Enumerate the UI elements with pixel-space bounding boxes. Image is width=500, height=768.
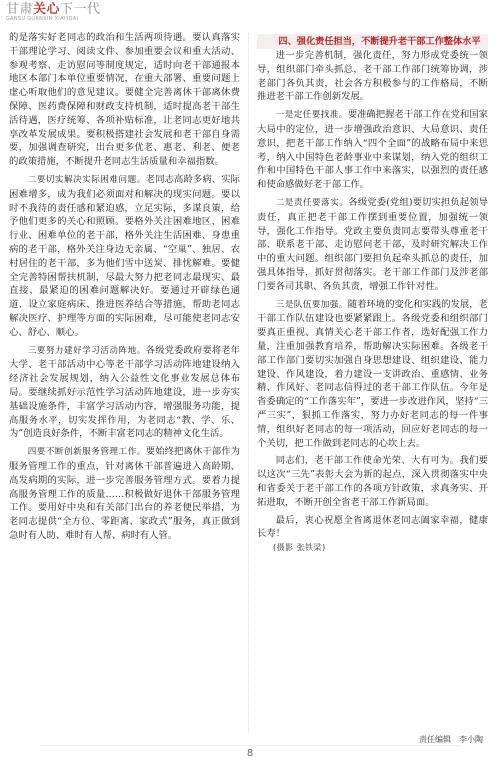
paragraph xyxy=(257,49,488,104)
paragraph-text: 同志们，老干部工作使命光荣、大有可为。我们要以这次“三先”表彰大会为新的起点，深入贯彻落实中央和省委关于老干部工作的各项方针政策，求真务实、开拓进取，不断开创全省老干部工作新局面。 xyxy=(257,455,488,508)
paragraph xyxy=(9,344,240,442)
magazine-masthead xyxy=(6,2,101,25)
paragraph xyxy=(9,31,240,169)
column-divider xyxy=(248,33,249,733)
logo-text-pre: 甘肃 xyxy=(6,2,34,17)
paragraph-subheading: 三是队伍要加强。 xyxy=(275,299,348,310)
footer-rule xyxy=(40,745,460,746)
paragraph xyxy=(9,445,240,543)
page-number: 8 xyxy=(246,748,254,759)
paragraph-text: 随着环境的变化和实践的发展，老干部工作队伍建设也要紧紧跟上。各级党委和组织部门要真正重视、真情关心老干部工作者，选好配强工作力量，注重加强教育培养，帮助解决实际困难。各级老干部工作部门要切实加强自身思想建设、组织建设、能力建设、作风建设，着力建设一支讲政治、重感情、业务精、作风好、老同志信得过的老干部工作队伍。今年是省委确定的“工作落实年”，要进一步改进作风，坚持“三严三实”，狠抓工作落实，努力办好老同志的每一件事情，组织好老同志的每一项活动，回应好老同志的每一个关切，把工作做到老同志的心坎上去。 xyxy=(257,298,488,449)
paragraph xyxy=(257,196,488,294)
paragraph xyxy=(257,108,488,192)
paragraph xyxy=(257,514,488,542)
paragraph-text: 老同志高龄多病、实际困难增多，成为我们必须面对和解决的现实问题。要以时不我待的责任感和紧迫感，立足实际，多谋良策，给予他们更多的关心和照顾。要格外关注困难地区、困难行业、困难单位的老干部，格外关注生活困难、身患重病的老干部，格外关注身边无亲属、“空巢”、独居、农村居住的老干部，多为他们雪中送炭、排忧解难。要健全完善特困帮扶机制，尽最大努力把老同志最现实、最直接、最紧迫的困难问题解决好。要通过开辟绿色通道、设立家庭病床、推进医养结合等措施，帮助老同志解决医疗、护理等方面的实际困难，尽可能使老同志安心、舒心、顺心。 xyxy=(9,173,240,338)
paragraph xyxy=(257,298,488,451)
paragraph-text: 的是落实好老同志的政治和生活两项待遇。要认真落实干部理论学习、阅读文件、参加重要会议和重大活动、参观考察、走访慰问等制度规定，适时向老干部通报本地区本部门本单位重要情况，在重大部署、重要问题上虚心听取他们的意见建议。要健全完善离休干部离休费保障、医药费保障和财政支持机制，适时提高老干部生活待遇，医疗统筹、各项补贴标准，让老同志更好地共享改革发展成果。要积极搭建社会发展和老干部自身需要，加强调查研究，出台更多优老、惠老、利老、便老的政策措施，不断提升老同志生活质量和幸福指数。 xyxy=(9,32,240,168)
paragraph xyxy=(257,454,488,509)
paragraph-text: 进一步完善机制，强化责任，努力形成党委统一领导，组织部门牵头抓总，老干部工作部门统筹协调，涉老部门各负其责，社会各方积极参与的工作格局，不断推进老干部工作创新发展。 xyxy=(257,50,488,103)
paragraph-subheading: 三要努力建好学习活动阵地。 xyxy=(27,345,146,356)
magazine-logo xyxy=(6,3,101,17)
paragraph-subheading: 一是定任要找准。 xyxy=(275,110,348,121)
paragraph-text: 各级党委(党组)要切实担负起领导责任，真正把老干部工作摆到重要位置，加强统一领导，强化工作指导。党政主要负责同志要带头尊重老干部、联系老干部、走访慰问老干部，及时研究解决工作中的重大问题。组织部门要担负起牵头抓总的责任，加强具体指导，抓好贯彻落实。老干部工作部门及涉老部门要各司其职、各负其责，增强工作针对性。 xyxy=(257,196,488,292)
section-heading: 四、强化责任担当，不断提升老干部工作整体水平 xyxy=(257,34,488,49)
paragraph-text: 要始终把离休干部作为服务管理工作的重点，针对离休干部普遍进入高龄期、高发病期的实际，进一步完善服务管理方式。要着力提高服务管理工作的质量……积极做好退休干部服务管理工作。要用好中央和有关部门出台的养老便民举措，为老同志提供“全方位、零距离、家政式”服务，真正做到急时有人助、难时有人帮、病时有人管。 xyxy=(9,446,240,541)
paragraph xyxy=(9,173,240,340)
logo-text-post: 下一代 xyxy=(60,2,101,17)
paragraph-subheading: 二是责任要落实。 xyxy=(275,197,349,208)
paragraph-subheading: 二要切实解决实际困难问题。 xyxy=(27,174,146,185)
paragraph-subheading: 四要不断创新服务管理工作。 xyxy=(27,447,146,458)
paragraph-text: 各级党委政府要将老年大学、老干部活动中心等老干部学习活动阵地建设纳入经济社会发展规划，纳入公益性文化事业发展总体布局。要继续抓好示范性学习活动阵地建设，进一步夯实基础设施条件，丰富学习活动内容，增强服务功能，提高服务水平，切实发挥作用，为老同志“教、学、乐、为”创造良好条件，不断丰富老同志的精神文化生活。 xyxy=(9,344,240,440)
paragraph-text: 要准确把握老干部工作在党和国家大局中的定位，进一步增强政治意识、大局意识、责任意识，把老干部工作纳入“四个全面”的战略布局中来思考，纳入中国特色老龄事业中来谋划，纳入党的组织工作和中国特色干部人事工作中来落实，以强烈的责任感和使命感做好老干部工作。 xyxy=(257,109,488,191)
right-column xyxy=(257,34,488,555)
photo-credit: (摄影 张铁梁) xyxy=(273,543,326,553)
responsible-editor: 责任编辑 李小陶 xyxy=(419,735,483,744)
logo-text-accent: 关心 xyxy=(33,2,61,17)
paragraph-text: 最后，衷心祝愿全省离退休老同志阖家幸福，健康长寿！ xyxy=(257,514,488,540)
right-column-body xyxy=(257,49,488,541)
left-column xyxy=(9,31,240,543)
logo-subtitle: GANSU GUANXIN XIAYIDAI xyxy=(6,16,79,22)
